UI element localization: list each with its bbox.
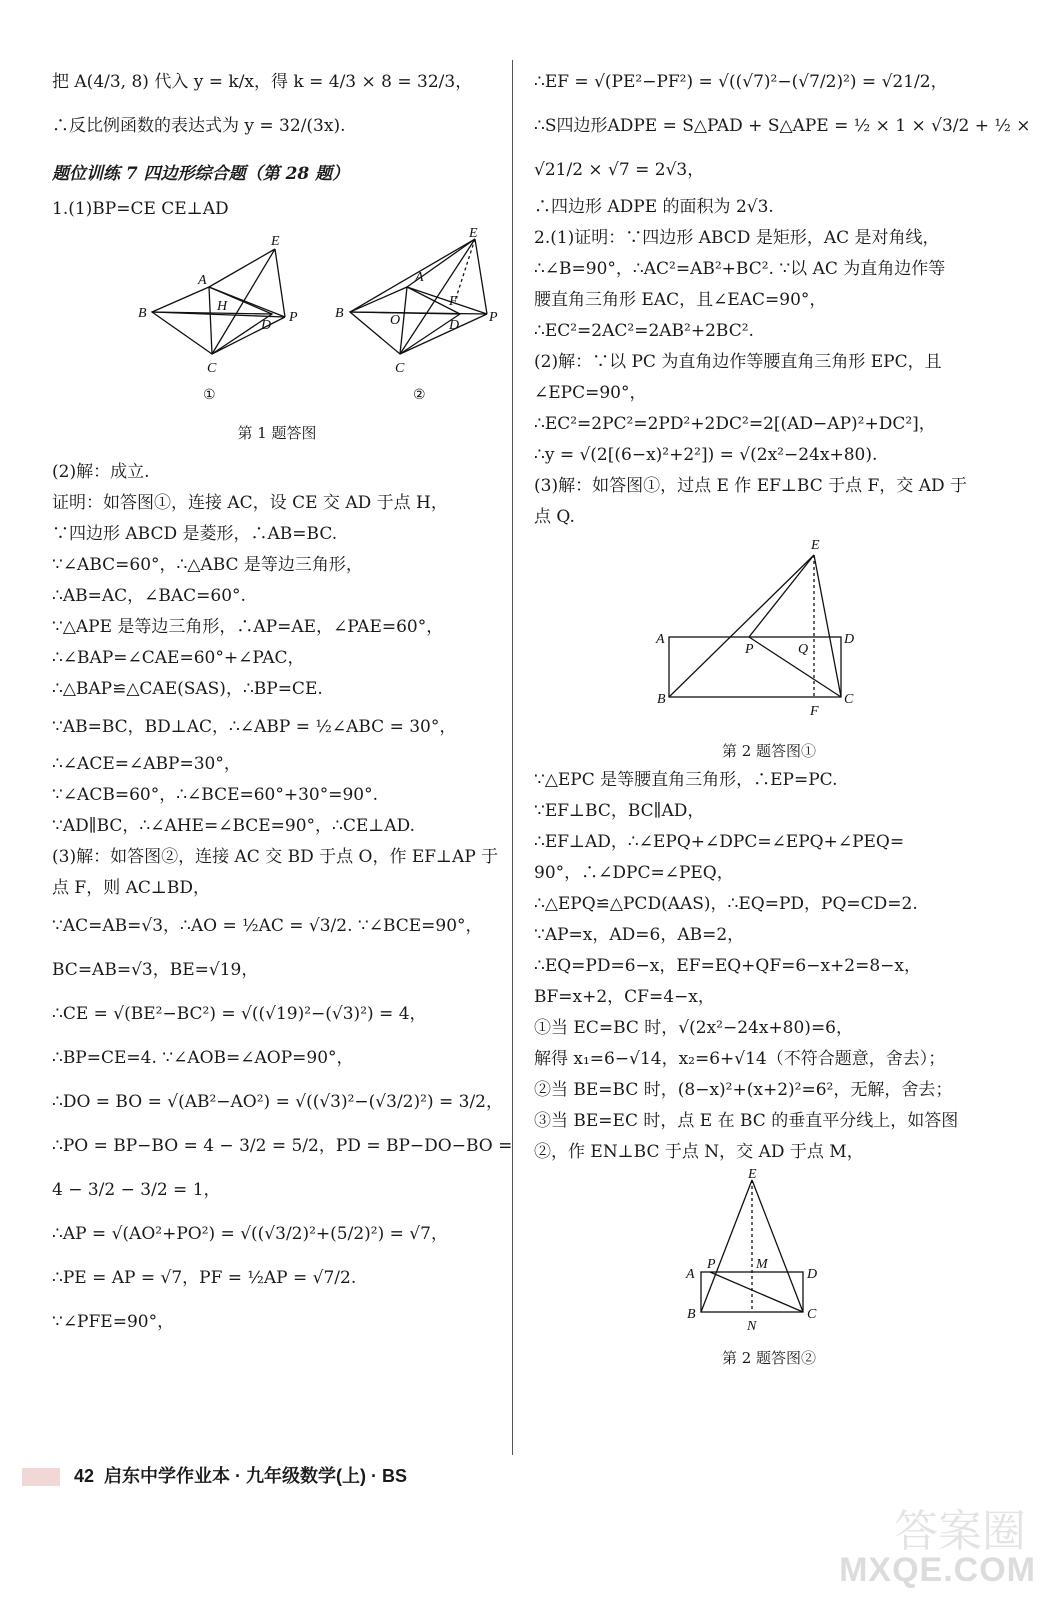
- text-line: ∴∠BAP=∠CAE=60°+∠PAC，: [52, 648, 305, 668]
- text-line: ∴EF = √(PE²−PF²) = √((√7)²−(√7/2)²) = √21/2，: [534, 72, 948, 92]
- svg-text:E: E: [271, 234, 280, 249]
- text-line: ∴y = √(2[(6−x)²+2²]) = √(2x²−24x+80).: [534, 445, 878, 465]
- text-line: ∴CE = √(BE²−BC²) = √((√19)²−(√3)²) = 4，: [52, 1004, 427, 1024]
- figure-q1: [97, 226, 498, 419]
- page-number: 42: [74, 1466, 95, 1486]
- text-line: 点 F，则 AC⊥BD，: [52, 878, 210, 898]
- svg-text:N: N: [747, 1319, 757, 1334]
- svg-text:M: M: [756, 1257, 768, 1272]
- text-line: √21/2 × √7 = 2√3，: [534, 160, 705, 180]
- text-line: 90°，∴∠DPC=∠PEQ，: [534, 863, 734, 883]
- svg-text:B: B: [335, 306, 344, 321]
- text-line: ∴DO = BO = √(AB²−AO²) = √((√3)²−(√3/2)²) = 3/2，: [52, 1092, 503, 1112]
- text-line: ∴△BAP≌△CAE(SAS)，∴BP=CE.: [52, 679, 323, 699]
- text-line: ∴PO = BP−BO = 4 − 3/2 = 5/2，PD = BP−DO−BO =: [52, 1136, 513, 1156]
- left-column: [52, 60, 513, 1344]
- watermark: [836, 1495, 1036, 1590]
- right-column: [534, 60, 1031, 1372]
- text-line: ∵AC=AB=√3，∴AO = ½AC = √3/2. ∵∠BCE=90°，: [52, 916, 483, 936]
- text-line: ∵△APE 是等边三角形，∴AP=AE，∠PAE=60°，: [52, 617, 444, 637]
- text-line: ∴EC²=2AC²=2AB²+2BC².: [534, 321, 754, 341]
- figure-q2-1: [649, 537, 889, 737]
- svg-text:H: H: [217, 299, 228, 314]
- svg-text:Q: Q: [798, 642, 809, 657]
- text-line: ∵∠ABC=60°，∴△ABC 是等边三角形，: [52, 555, 363, 575]
- text-line: (3)解：如答图②，连接 AC 交 BD 于点 O，作 EF⊥AP 于: [52, 847, 499, 867]
- text-line: ②，作 EN⊥BC 于点 N，交 AD 于点 M，: [534, 1142, 864, 1162]
- svg-text:P: P: [489, 310, 498, 325]
- text-line: (2)解：∵以 PC 为直角边作等腰直角三角形 EPC，且: [534, 352, 942, 372]
- footer-text: [74, 1462, 407, 1490]
- svg-text:E: E: [748, 1167, 757, 1182]
- svg-text:C: C: [807, 1307, 817, 1322]
- text-line: ∵四边形 ABCD 是菱形，∴AB=BC.: [52, 524, 338, 544]
- text-line: (2)解：成立.: [52, 462, 150, 482]
- text-line: ①当 EC=BC 时，√(2x²−24x+80)=6，: [534, 1018, 853, 1038]
- text-line: ∵△EPC 是等腰直角三角形，∴EP=PC.: [534, 770, 838, 790]
- svg-text:C: C: [844, 692, 854, 707]
- text-line: ∵EF⊥BC，BC∥AD，: [534, 801, 705, 821]
- svg-text:D: D: [261, 318, 272, 333]
- svg-text:P: P: [745, 642, 754, 657]
- svg-text:E: E: [469, 226, 478, 241]
- text-line: (3)解：如答图①，过点 E 作 EF⊥BC 于点 F，交 AD 于: [534, 476, 968, 496]
- section-title: 题位训练 7 四边形综合题（第 28 题）: [52, 164, 350, 184]
- svg-text:①: ①: [203, 388, 216, 403]
- svg-text:P: P: [289, 310, 298, 325]
- text-line: ∴四边形 ADPE 的面积为 2√3.: [534, 197, 774, 217]
- text-line: ∴EQ=PD=6−x，EF=EQ+QF=6−x+2=8−x，: [534, 956, 921, 976]
- text-line: ②当 BE=BC 时，(8−x)²+(x+2)²=6²，无解，舍去；: [534, 1080, 953, 1100]
- svg-text:A: A: [656, 632, 665, 647]
- text-line: 解得 x₁=6−√14，x₂=6+√14（不符合题意，舍去）；: [534, 1049, 946, 1069]
- book-title: 启东中学作业本 · 九年级数学(上) · BS: [104, 1466, 408, 1486]
- text-line: ∴EF⊥AD，∴∠EPQ+∠DPC=∠EPQ+∠PEQ=: [534, 832, 905, 852]
- svg-text:A: A: [198, 273, 207, 288]
- text-line: BC=AB=√3，BE=√19，: [52, 960, 259, 980]
- svg-text:D: D: [449, 318, 460, 333]
- svg-text:B: B: [687, 1307, 696, 1322]
- text-line: ∵AD∥BC，∴∠AHE=∠BCE=90°，∴CE⊥AD.: [52, 816, 415, 836]
- text-line: 点 Q.: [534, 507, 575, 527]
- text-line: ∠EPC=90°，: [534, 383, 647, 403]
- text-line: ∵∠PFE=90°，: [52, 1312, 175, 1332]
- svg-text:C: C: [207, 361, 217, 376]
- watermark-text: MXQE.COM: [839, 1551, 1036, 1589]
- text-line: ∴AB=AC，∠BAC=60°.: [52, 586, 246, 606]
- figure-q2-2: [679, 1167, 859, 1344]
- text-line: ∴EC²=2PC²=2PD²+2DC²=2[(AD−AP)²+DC²]，: [534, 414, 936, 434]
- text-line: ∴AP = √(AO²+PO²) = √((√3/2)²+(5/2)²) = √7，: [52, 1224, 448, 1244]
- text-line: ∴PE = AP = √7，PF = ½AP = √7/2.: [52, 1268, 357, 1288]
- text-line: 把 A(4/3, 8) 代入 y = k/x，得 k = 4/3 × 8 = 32/3，: [52, 72, 473, 92]
- text-line: ∴S四边形ADPE = S△PAD + S△APE = ½ × 1 × √3/2 + ½ ×: [534, 116, 1031, 136]
- svg-text:D: D: [807, 1267, 818, 1282]
- text-line: ③当 BE=EC 时，点 E 在 BC 的垂直平分线上，如答图: [534, 1111, 959, 1131]
- svg-text:O: O: [390, 313, 401, 328]
- svg-text:A: A: [686, 1267, 695, 1282]
- svg-text:B: B: [138, 306, 147, 321]
- text-line: ∴反比例函数的表达式为 y = 32/(3x).: [52, 116, 346, 136]
- figure-caption: 第 2 题答图①: [721, 742, 817, 760]
- footer-color-bar: [22, 1468, 60, 1486]
- figure-caption: 第 2 题答图②: [721, 1349, 817, 1367]
- svg-text:A: A: [415, 270, 424, 285]
- figure-q1-part-2: [350, 239, 487, 354]
- watermark-logo: 答案圈: [894, 1506, 1026, 1557]
- text-line: BF=x+2，CF=4−x，: [534, 987, 715, 1007]
- text-line: ∴∠ACE=∠ABP=30°，: [52, 754, 241, 774]
- svg-text:D: D: [844, 632, 855, 647]
- text-line: ∴∠B=90°，∴AC²=AB²+BC². ∵以 AC 为直角边作等: [534, 259, 946, 279]
- svg-text:F: F: [810, 704, 819, 719]
- svg-text:P: P: [707, 1257, 716, 1272]
- text-line: 证明：如答图①，连接 AC，设 CE 交 AD 于点 H，: [52, 493, 448, 513]
- text-line: ∴BP=CE=4. ∵∠AOB=∠AOP=90°，: [52, 1048, 354, 1068]
- text-line: ∵∠ACB=60°，∴∠BCE=60°+30°=90°.: [52, 785, 379, 805]
- column-divider: [512, 60, 513, 1455]
- text-line: ∵AP=x，AD=6，AB=2，: [534, 925, 745, 945]
- text-line: ∴△EPQ≌△PCD(AAS)，∴EQ=PD，PQ=CD=2.: [534, 894, 918, 914]
- svg-text:②: ②: [413, 388, 426, 403]
- question-heading: 1.(1)BP=CE CE⊥AD: [52, 199, 229, 219]
- svg-text:C: C: [395, 361, 405, 376]
- svg-text:F: F: [449, 294, 458, 309]
- page-footer: [22, 1462, 622, 1490]
- svg-text:E: E: [811, 538, 820, 553]
- text-line: ∵AB=BC，BD⊥AC，∴∠ABP = ½∠ABC = 30°，: [52, 717, 457, 737]
- text-line: 腰直角三角形 EAC，且∠EAC=90°，: [534, 290, 827, 310]
- text-line: 4 − 3/2 − 3/2 = 1，: [52, 1180, 221, 1200]
- text-line: 2.(1)证明：∵四边形 ABCD 是矩形，AC 是对角线，: [534, 228, 940, 248]
- figure-caption: 第 1 题答图: [237, 424, 317, 442]
- svg-text:B: B: [657, 692, 666, 707]
